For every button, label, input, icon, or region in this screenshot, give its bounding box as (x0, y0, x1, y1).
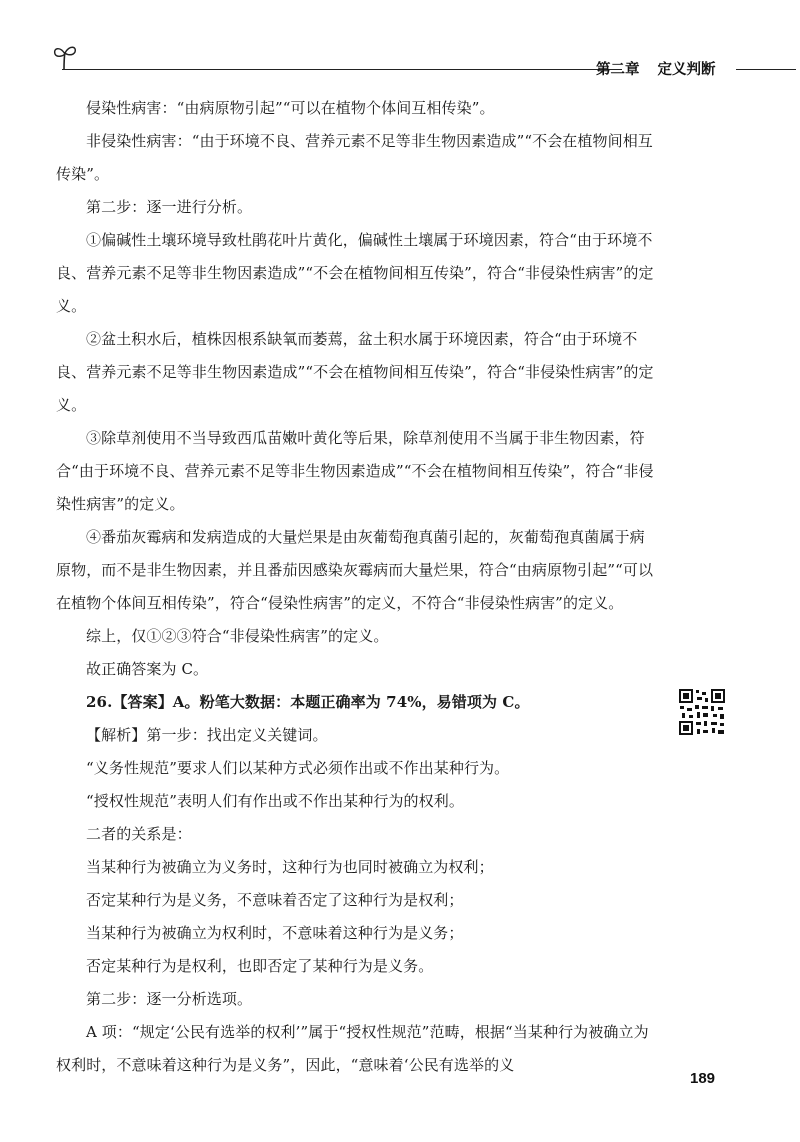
paragraph: 第二步：逐一分析选项。 (86, 990, 253, 1008)
paragraph: ④番茄灰霉病和发病造成的大量烂果是由灰葡萄孢真菌引起的，灰葡萄孢真菌属于病原物，而不是非生物因素，并且番茄因感染灰霉病而大量烂果，符合“由病原物引起”“可以在植物个体间互相传染”，符合“侵染性病害”的定义，不符合“非侵染性病害”的定义。 (56, 528, 654, 612)
page-number: 189 (690, 1070, 716, 1087)
paragraph: 二者的关系是： (86, 825, 192, 843)
paragraph: “授权性规范”表明人们有作出或不作出某种行为的权利。 (86, 792, 464, 810)
qr-code-icon (678, 688, 726, 736)
page-header (36, 38, 796, 78)
paragraph: A 项：“规定‘公民有选举的权利’”属于“授权性规范”范畴，根据“当某种行为被确立为权利时，不意味着这种行为是义务”，因此，“意味着‘公民有选举的义 (56, 1023, 649, 1074)
paragraph: 第二步：逐一进行分析。 (86, 198, 253, 216)
section-title: 定义判断 (657, 62, 716, 78)
paragraph: 否定某种行为是权利，也即否定了某种行为是义务。 (86, 957, 434, 975)
paragraph: ②盆土积水后，植株因根系缺氧而萎蔫，盆土积水属于环境因素，符合“由于环境不良、营养元素不足等非生物因素造成”“不会在植物间相互传染”，符合“非侵染性病害”的定义。 (56, 330, 654, 414)
paragraph: 综上，仅①②③符合“非侵染性病害”的定义。 (86, 627, 389, 645)
sprout-icon (50, 42, 80, 72)
paragraph: 故正确答案为 C。 (86, 660, 209, 678)
analysis-line: 【解析】第一步：找出定义关键词。 (86, 726, 328, 744)
paragraph: “义务性规范”要求人们以某种方式必须作出或不作出某种行为。 (86, 759, 510, 777)
paragraph: 当某种行为被确立为权利时，不意味着这种行为是义务； (86, 924, 464, 942)
header-rule-left (62, 69, 622, 70)
body-text (56, 92, 656, 1082)
answer-line: 26.【答案】A。粉笔大数据：本题正确率为 74%，易错项为 C。 (86, 693, 530, 711)
paragraph: ③除草剂使用不当导致西瓜苗嫩叶黄化等后果，除草剂使用不当属于非生物因素，符合“由于环境不良、营养元素不足等非生物因素造成”“不会在植物间相互传染”，符合“非侵染性病害”的定义。 (56, 429, 654, 513)
chapter-title (596, 58, 716, 79)
chapter-number: 第二章 (596, 62, 640, 78)
paragraph: 否定某种行为是义务，不意味着否定了这种行为是权利； (86, 891, 464, 909)
paragraph: 当某种行为被确立为义务时，这种行为也同时被确立为权利； (86, 858, 494, 876)
paragraph: 非侵染性病害：“由于环境不良、营养元素不足等非生物因素造成”“不会在植物间相互传染”。 (56, 132, 653, 183)
header-rule-right (736, 69, 796, 70)
paragraph: 侵染性病害：“由病原物引起”“可以在植物个体间互相传染”。 (86, 99, 495, 117)
paragraph: ①偏碱性土壤环境导致杜鹃花叶片黄化，偏碱性土壤属于环境因素，符合“由于环境不良、营养元素不足等非生物因素造成”“不会在植物间相互传染”，符合“非侵染性病害”的定义。 (56, 231, 654, 315)
